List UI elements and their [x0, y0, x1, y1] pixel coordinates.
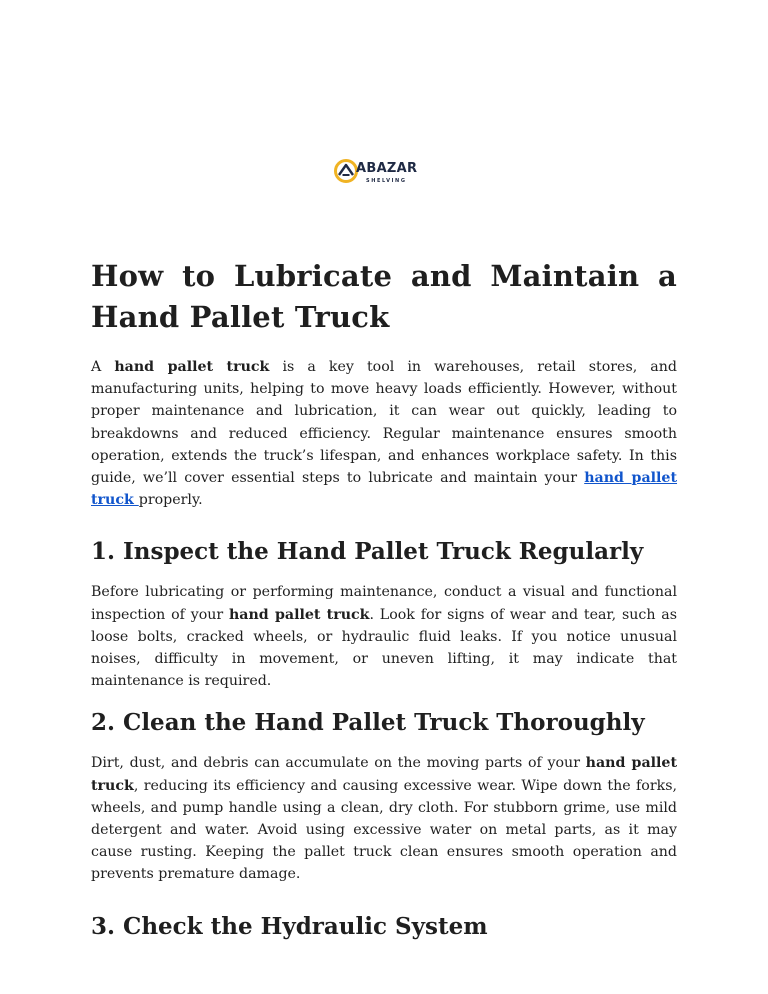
document-body — [91, 256, 677, 942]
intro-bold-term: hand pallet truck — [114, 359, 270, 375]
brand-logo — [330, 150, 440, 194]
section-1-bold-term: hand pallet truck — [228, 606, 370, 623]
logo-wordmark: ABAZAR — [356, 161, 418, 176]
section-2-text-1: Dirt, dust, and debris can accumulate on the moving parts of your — [91, 755, 586, 772]
intro-paragraph — [91, 356, 677, 511]
page-title: How to Lubricate and Maintain a Hand Pallet Truck — [91, 259, 677, 334]
section-1-text-1: Before lubricating or performing maintenance, conduct a visual and functional inspection of your — [91, 584, 677, 623]
hand-pallet-truck-link[interactable]: hand pallet truck — [91, 470, 678, 509]
section-1-paragraph — [91, 581, 677, 692]
section-2-paragraph — [91, 752, 677, 885]
section-2-heading: 2. Clean the Hand Pallet Truck Thoroughly — [91, 709, 645, 737]
intro-text-1: A — [91, 359, 115, 375]
intro-text-3: properly. — [138, 492, 203, 509]
section-2-text-2: , reducing its efficiency and causing excessive wear. Wipe down the forks, wheels, and pump handle using a clean, dry cloth. For stubborn grime, use mild detergent and water. Avoid using excessive water on metal parts, as it may cause rusting. Keeping the pallet truck clean ensures smooth operation and prevents premature damage. — [91, 777, 677, 883]
section-1-text-2: . Look for signs of wear and tear, such as loose bolts, cracked wheels, or hydraulic fluid leaks. If you notice unusual noises, difficulty in movement, or uneven lifting, it may indicate that maintenance is required. — [91, 606, 677, 690]
section-1-heading: 1. Inspect the Hand Pallet Truck Regularly — [91, 538, 644, 566]
intro-text-2: is a key tool in warehouses, retail stores, and manufacturing units, helping to move heavy loads efficiently. However, without proper maintenance and lubrication, it can wear out quickly, leading to breakdowns and reduced efficiency. Regular maintenance ensures smooth operation, extends the truck’s lifespan, and enhances workplace safety. In this guide, we’ll cover essential steps to lubricate and maintain your — [91, 359, 677, 487]
section-2-bold-term: hand pallet truck — [91, 755, 678, 794]
logo-tagline: SHELVING — [366, 178, 407, 184]
section-3-heading: 3. Check the Hydraulic System — [91, 912, 488, 940]
